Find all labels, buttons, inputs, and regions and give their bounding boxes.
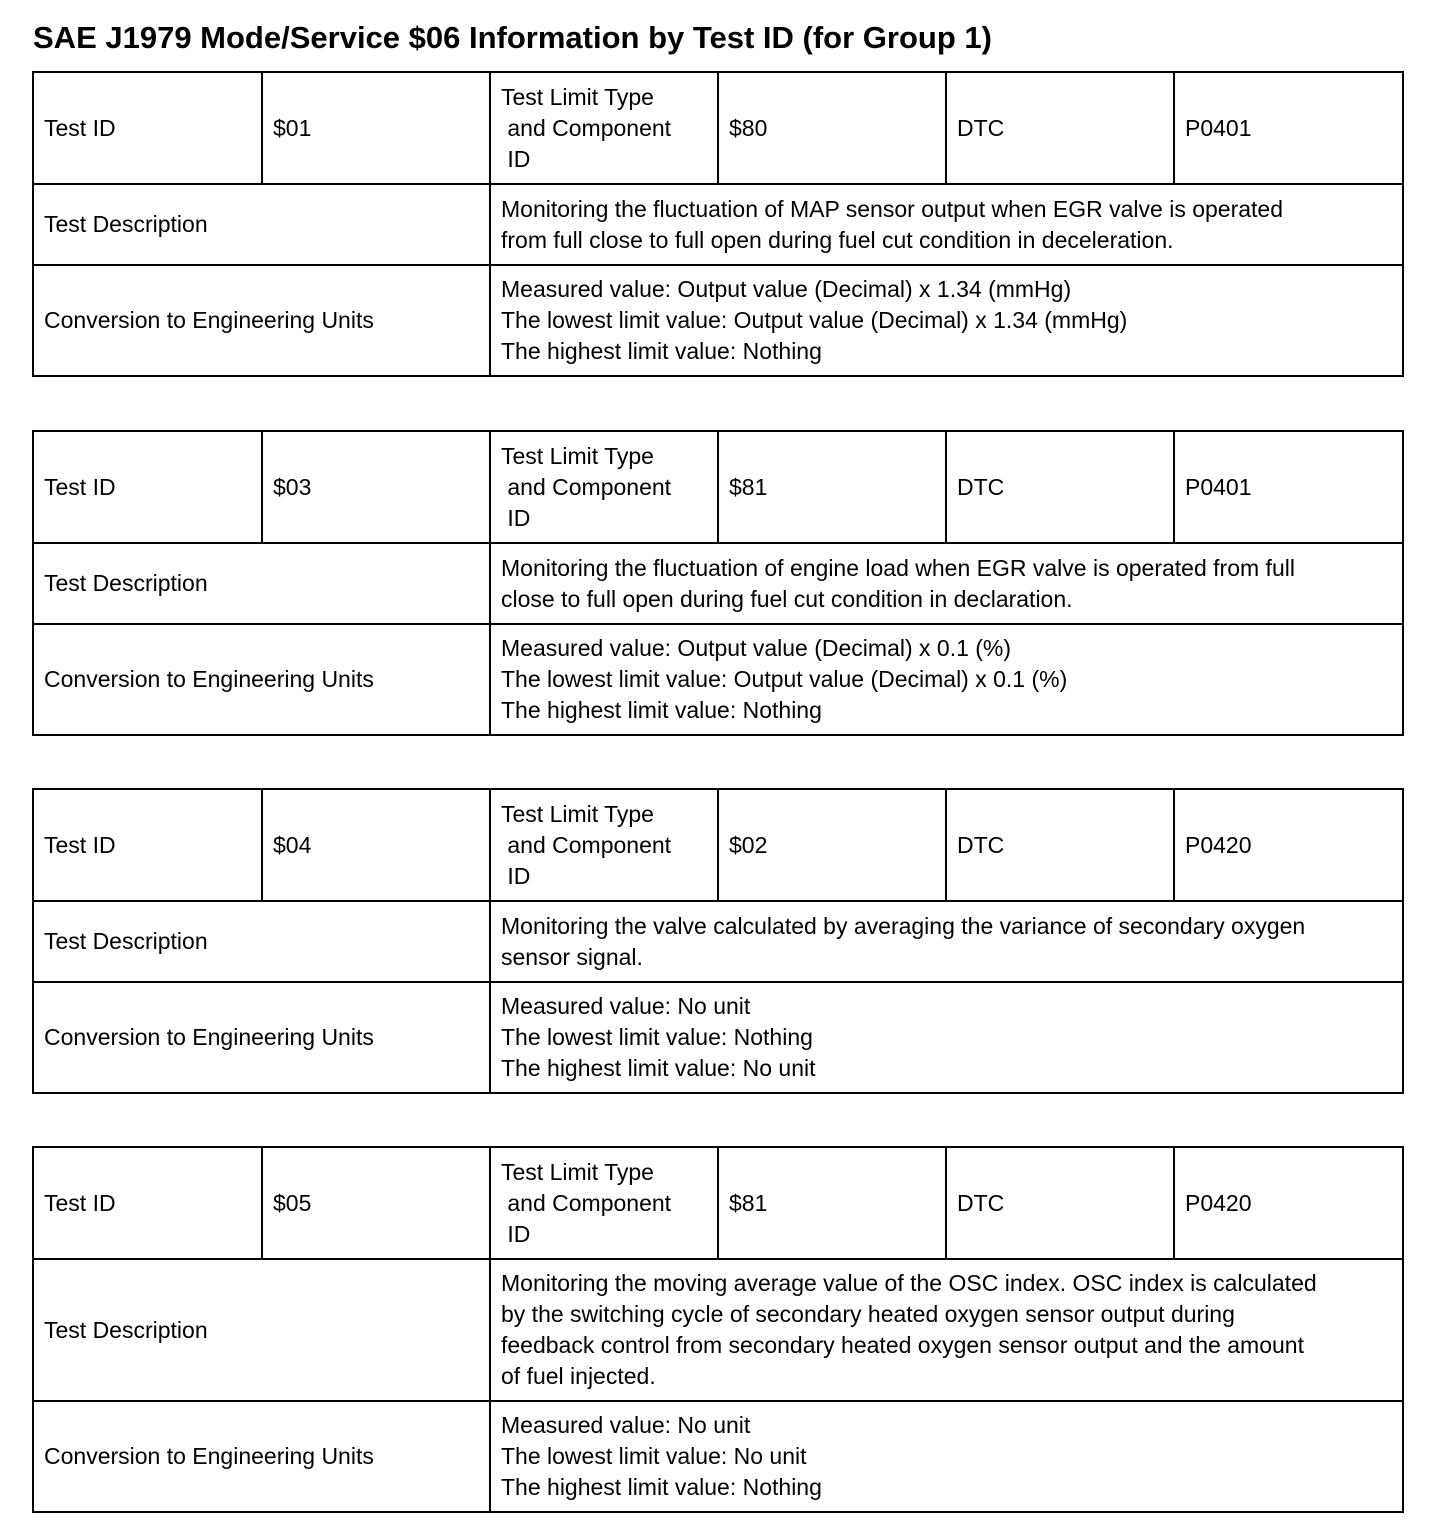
page-title: SAE J1979 Mode/Service $06 Information by Test ID (for Group 1)	[33, 20, 992, 55]
test-description-label: Test Description	[33, 1259, 490, 1401]
lowest-limit-line: The lowest limit value: Nothing	[501, 1024, 813, 1050]
dtc-value: P0420	[1174, 1147, 1403, 1259]
dtc-label: DTC	[946, 1147, 1174, 1259]
description-line: Monitoring the valve calculated by averaging the variance of secondary oxygen	[501, 912, 1306, 939]
measured-value-line: Measured value: Output value (Decimal) x 1.34 (mmHg)	[501, 276, 1072, 302]
limit-type-value: $80	[718, 72, 946, 184]
limit-type-label: Test Limit Type and Component ID	[490, 1147, 718, 1259]
conversion-row	[33, 265, 1403, 376]
test-description-row	[33, 901, 1403, 982]
test-id-value: $03	[262, 431, 490, 543]
description-line: of fuel injected.	[501, 1363, 656, 1389]
highest-limit-line: The highest limit value: Nothing	[501, 1474, 822, 1500]
lowest-limit-line: The lowest limit value: Output value (Decimal) x 1.34 (mmHg)	[501, 307, 1128, 333]
limit-type-label: Test Limit Type and Component ID	[490, 72, 718, 184]
measured-value-line: Measured value: Output value (Decimal) x 0.1 (%)	[501, 635, 1012, 661]
test-table	[32, 430, 1404, 736]
test-id-value: $05	[262, 1147, 490, 1259]
conversion-label: Conversion to Engineering Units	[33, 982, 490, 1093]
dtc-value: P0401	[1174, 431, 1403, 543]
description-line: close to full open during fuel cut condition in declaration.	[501, 585, 1073, 612]
conversion-value	[490, 624, 1403, 735]
description-line: Monitoring the fluctuation of engine load when EGR valve is operated from full	[501, 554, 1295, 581]
test-description-row	[33, 184, 1403, 265]
dtc-label: DTC	[946, 789, 1174, 901]
dtc-value: P0401	[1174, 72, 1403, 184]
test-description-value	[490, 184, 1403, 265]
test-id-label: Test ID	[33, 431, 262, 543]
description-line: by the switching cycle of secondary heated oxygen sensor output during	[501, 1301, 1235, 1327]
test-description-value	[490, 1259, 1403, 1401]
measured-value-line: Measured value: No unit	[501, 1412, 751, 1438]
test-table	[32, 71, 1404, 377]
measured-value-line: Measured value: No unit	[501, 993, 751, 1019]
conversion-value	[490, 982, 1403, 1093]
description-line: Monitoring the fluctuation of MAP sensor output when EGR valve is operated	[501, 195, 1284, 222]
conversion-label: Conversion to Engineering Units	[33, 1401, 490, 1512]
conversion-label: Conversion to Engineering Units	[33, 624, 490, 735]
limit-type-value: $81	[718, 1147, 946, 1259]
test-description-row	[33, 543, 1403, 624]
test-description-row	[33, 1259, 1403, 1401]
test-id-value: $04	[262, 789, 490, 901]
test-table	[32, 1146, 1404, 1513]
conversion-row	[33, 624, 1403, 735]
lowest-limit-line: The lowest limit value: Output value (Decimal) x 0.1 (%)	[501, 666, 1068, 692]
test-id-label: Test ID	[33, 1147, 262, 1259]
test-id-row	[33, 1147, 1403, 1259]
test-description-label: Test Description	[33, 901, 490, 982]
limit-type-label: Test Limit Type and Component ID	[490, 789, 718, 901]
dtc-label: DTC	[946, 431, 1174, 543]
test-id-row	[33, 72, 1403, 184]
limit-type-value: $81	[718, 431, 946, 543]
test-description-label: Test Description	[33, 543, 490, 624]
test-id-value: $01	[262, 72, 490, 184]
conversion-label: Conversion to Engineering Units	[33, 265, 490, 376]
conversion-value	[490, 265, 1403, 376]
description-line: sensor signal.	[501, 943, 643, 970]
highest-limit-line: The highest limit value: No unit	[501, 1055, 816, 1081]
highest-limit-line: The highest limit value: Nothing	[501, 697, 822, 723]
description-line: feedback control from secondary heated oxygen sensor output and the amount	[501, 1332, 1304, 1358]
test-description-label: Test Description	[33, 184, 490, 265]
conversion-row	[33, 982, 1403, 1093]
conversion-row	[33, 1401, 1403, 1512]
conversion-value	[490, 1401, 1403, 1512]
description-line: Monitoring the moving average value of the OSC index. OSC index is calculated	[501, 1270, 1317, 1296]
limit-type-value: $02	[718, 789, 946, 901]
test-id-row	[33, 431, 1403, 543]
test-description-value	[490, 543, 1403, 624]
description-line: from full close to full open during fuel cut condition in deceleration.	[501, 226, 1174, 253]
test-id-row	[33, 789, 1403, 901]
limit-type-label: Test Limit Type and Component ID	[490, 431, 718, 543]
lowest-limit-line: The lowest limit value: No unit	[501, 1443, 807, 1469]
test-id-label: Test ID	[33, 72, 262, 184]
test-table	[32, 788, 1404, 1094]
dtc-value: P0420	[1174, 789, 1403, 901]
test-id-label: Test ID	[33, 789, 262, 901]
test-description-value	[490, 901, 1403, 982]
highest-limit-line: The highest limit value: Nothing	[501, 338, 822, 364]
dtc-label: DTC	[946, 72, 1174, 184]
